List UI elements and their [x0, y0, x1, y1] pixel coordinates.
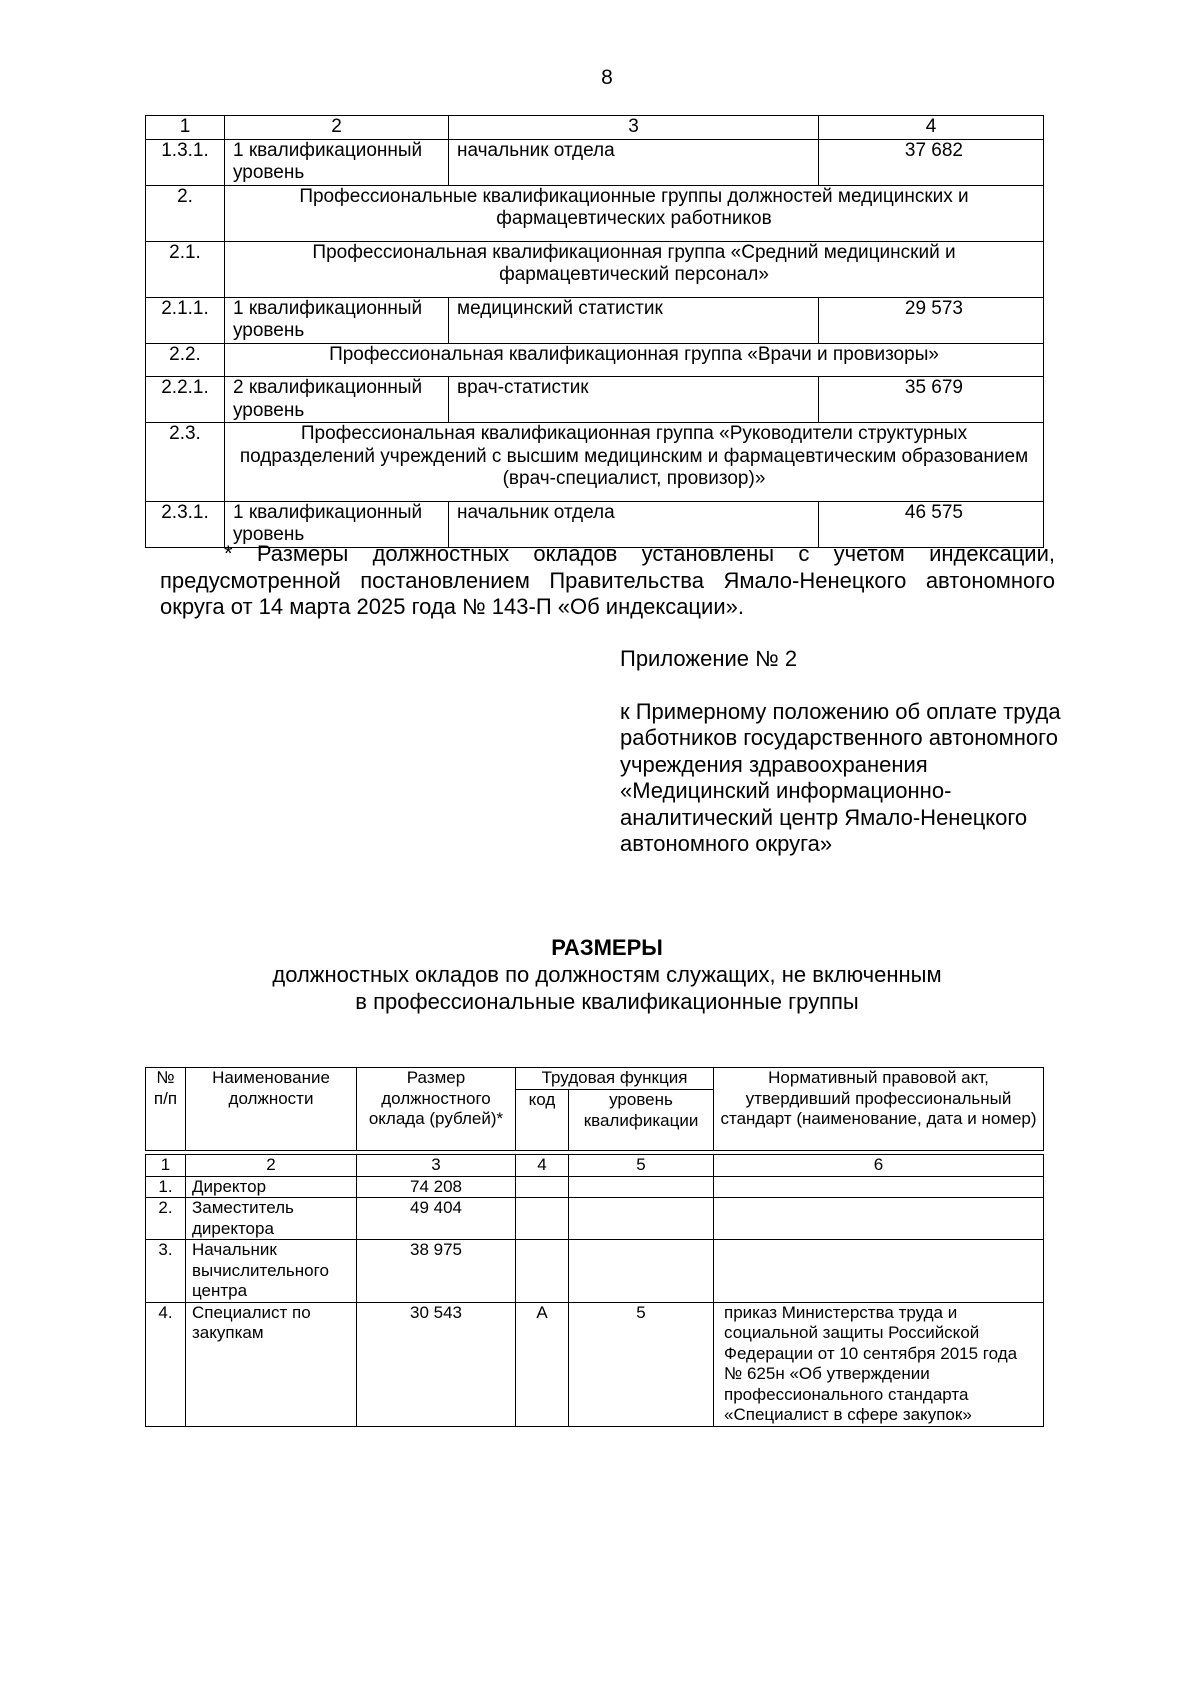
group-row	[146, 185, 1044, 241]
row-number: 2.	[146, 185, 225, 241]
row-number: 1.	[146, 1176, 186, 1198]
group-title: Профессиональная квалификационная группа «Средний медицинский и фармацевтический персонал»	[225, 241, 1044, 297]
group-row	[146, 423, 1044, 502]
row-number: 2.2.1.	[146, 377, 225, 423]
qualification-level: 1 квалификационный уровень	[225, 139, 449, 185]
header-name: Наименование должности	[186, 1068, 357, 1151]
qualification-level	[569, 1198, 714, 1240]
function-code	[516, 1176, 569, 1198]
table-row	[146, 1240, 1044, 1303]
qualification-level	[569, 1176, 714, 1198]
row-number: 2.1.	[146, 241, 225, 297]
table-row	[146, 139, 1044, 185]
header-salary: Размер должностного оклада (рублей)*	[357, 1068, 516, 1151]
table-row	[146, 297, 1044, 343]
row-number: 2.3.	[146, 423, 225, 502]
appendix-block	[620, 646, 1080, 858]
group-title: Профессиональная квалификационная группа «Руководители структурных подразделений учреждений с высшим медицинским и фармацевтическим образованием (врач-специалист, провизор)»	[225, 423, 1044, 502]
position-name: Начальник вычислительного центра	[186, 1240, 357, 1303]
column-number: 4	[516, 1155, 569, 1177]
salaries-table	[145, 1067, 1044, 1427]
qualification-level: 1 квалификационный уровень	[225, 297, 449, 343]
qualification-groups-table	[145, 115, 1044, 548]
table-row	[146, 1176, 1044, 1198]
title-line: должностных окладов по должностям служащих, не включенным	[272, 962, 942, 987]
table-row	[146, 1198, 1044, 1240]
salary-value: 29 573	[819, 297, 1044, 343]
title-main: РАЗМЕРЫ	[551, 935, 663, 960]
column-number: 4	[819, 116, 1044, 140]
qualification-level: 5	[569, 1302, 714, 1426]
legal-act	[714, 1240, 1044, 1303]
salary-value: 35 679	[819, 377, 1044, 423]
group-row	[146, 343, 1044, 377]
column-number: 5	[569, 1155, 714, 1177]
column-number: 1	[146, 116, 225, 140]
salary-value: 74 208	[357, 1176, 516, 1198]
page-number: 8	[601, 66, 613, 89]
table-header-row	[146, 116, 1044, 140]
row-number: 2.	[146, 1198, 186, 1240]
header-code: код	[516, 1090, 569, 1151]
legal-act	[714, 1198, 1044, 1240]
appendix-label: Приложение № 2	[620, 646, 798, 671]
function-code: А	[516, 1302, 569, 1426]
salary-value: 46 575	[819, 501, 1044, 547]
group-title: Профессиональная квалификационная группа «Врачи и провизоры»	[225, 343, 1044, 377]
header-qual-level: уровень квалификации	[569, 1090, 714, 1151]
section-title	[0, 934, 1200, 1015]
position-name: Заместитель директора	[186, 1198, 357, 1240]
row-number: 3.	[146, 1240, 186, 1303]
salary-value: 49 404	[357, 1198, 516, 1240]
function-code	[516, 1240, 569, 1303]
appendix-text: к Примерному положению об оплате труда работников государственного автономного учреждения здравоохранения «Медицинский информационно-аналитический центр Ямало-Ненецкого автономного округа»	[620, 698, 1061, 856]
header-labor-function: Трудовая функция	[516, 1068, 714, 1090]
function-code	[516, 1198, 569, 1240]
header-num: № п/п	[146, 1068, 186, 1151]
qualification-level: 2 квалификационный уровень	[225, 377, 449, 423]
row-number: 2.2.	[146, 343, 225, 377]
legal-act	[714, 1176, 1044, 1198]
position-name: врач-статистик	[449, 377, 819, 423]
salary-value: 30 543	[357, 1302, 516, 1426]
table-row	[146, 377, 1044, 423]
row-number: 2.3.1.	[146, 501, 225, 547]
footnote	[160, 541, 1055, 621]
legal-act: приказ Министерства труда и социальной защиты Российской Федерации от 10 сентября 2015 года № 625н «Об утверждении профессионального стандарта «Специалист в сфере закупок»	[714, 1302, 1044, 1426]
position-name: начальник отдела	[449, 139, 819, 185]
column-numbers-row	[146, 1155, 1044, 1177]
row-number: 1.3.1.	[146, 139, 225, 185]
header-act: Нормативный правовой акт, утвердивший профессиональный стандарт (наименование, дата и номер)	[714, 1068, 1044, 1151]
salary-value: 37 682	[819, 139, 1044, 185]
column-number: 6	[714, 1155, 1044, 1177]
column-number: 3	[357, 1155, 516, 1177]
table-row	[146, 1302, 1044, 1426]
column-number: 2	[225, 116, 449, 140]
group-title: Профессиональные квалификационные группы должностей медицинских и фармацевтических работников	[225, 185, 1044, 241]
footnote-text: * Размеры должностных окладов установлены с учетом индексации, предусмотренной постановлением Правительства Ямало-Ненецкого автономного округа от 14 марта 2025 года № 143-П «Об индексации».	[160, 541, 1055, 619]
row-number: 4.	[146, 1302, 186, 1426]
salary-value: 38 975	[357, 1240, 516, 1303]
column-number: 2	[186, 1155, 357, 1177]
column-number: 3	[449, 116, 819, 140]
group-row	[146, 241, 1044, 297]
table-header-row	[146, 1068, 1044, 1090]
qualification-level: 1 квалификационный уровень	[225, 501, 449, 547]
position-name: медицинский статистик	[449, 297, 819, 343]
column-number: 1	[146, 1155, 186, 1177]
title-line: в профессиональные квалификационные группы	[355, 989, 859, 1014]
row-number: 2.1.1.	[146, 297, 225, 343]
qualification-level	[569, 1240, 714, 1303]
position-name: начальник отдела	[449, 501, 819, 547]
position-name: Директор	[186, 1176, 357, 1198]
position-name: Специалист по закупкам	[186, 1302, 357, 1426]
